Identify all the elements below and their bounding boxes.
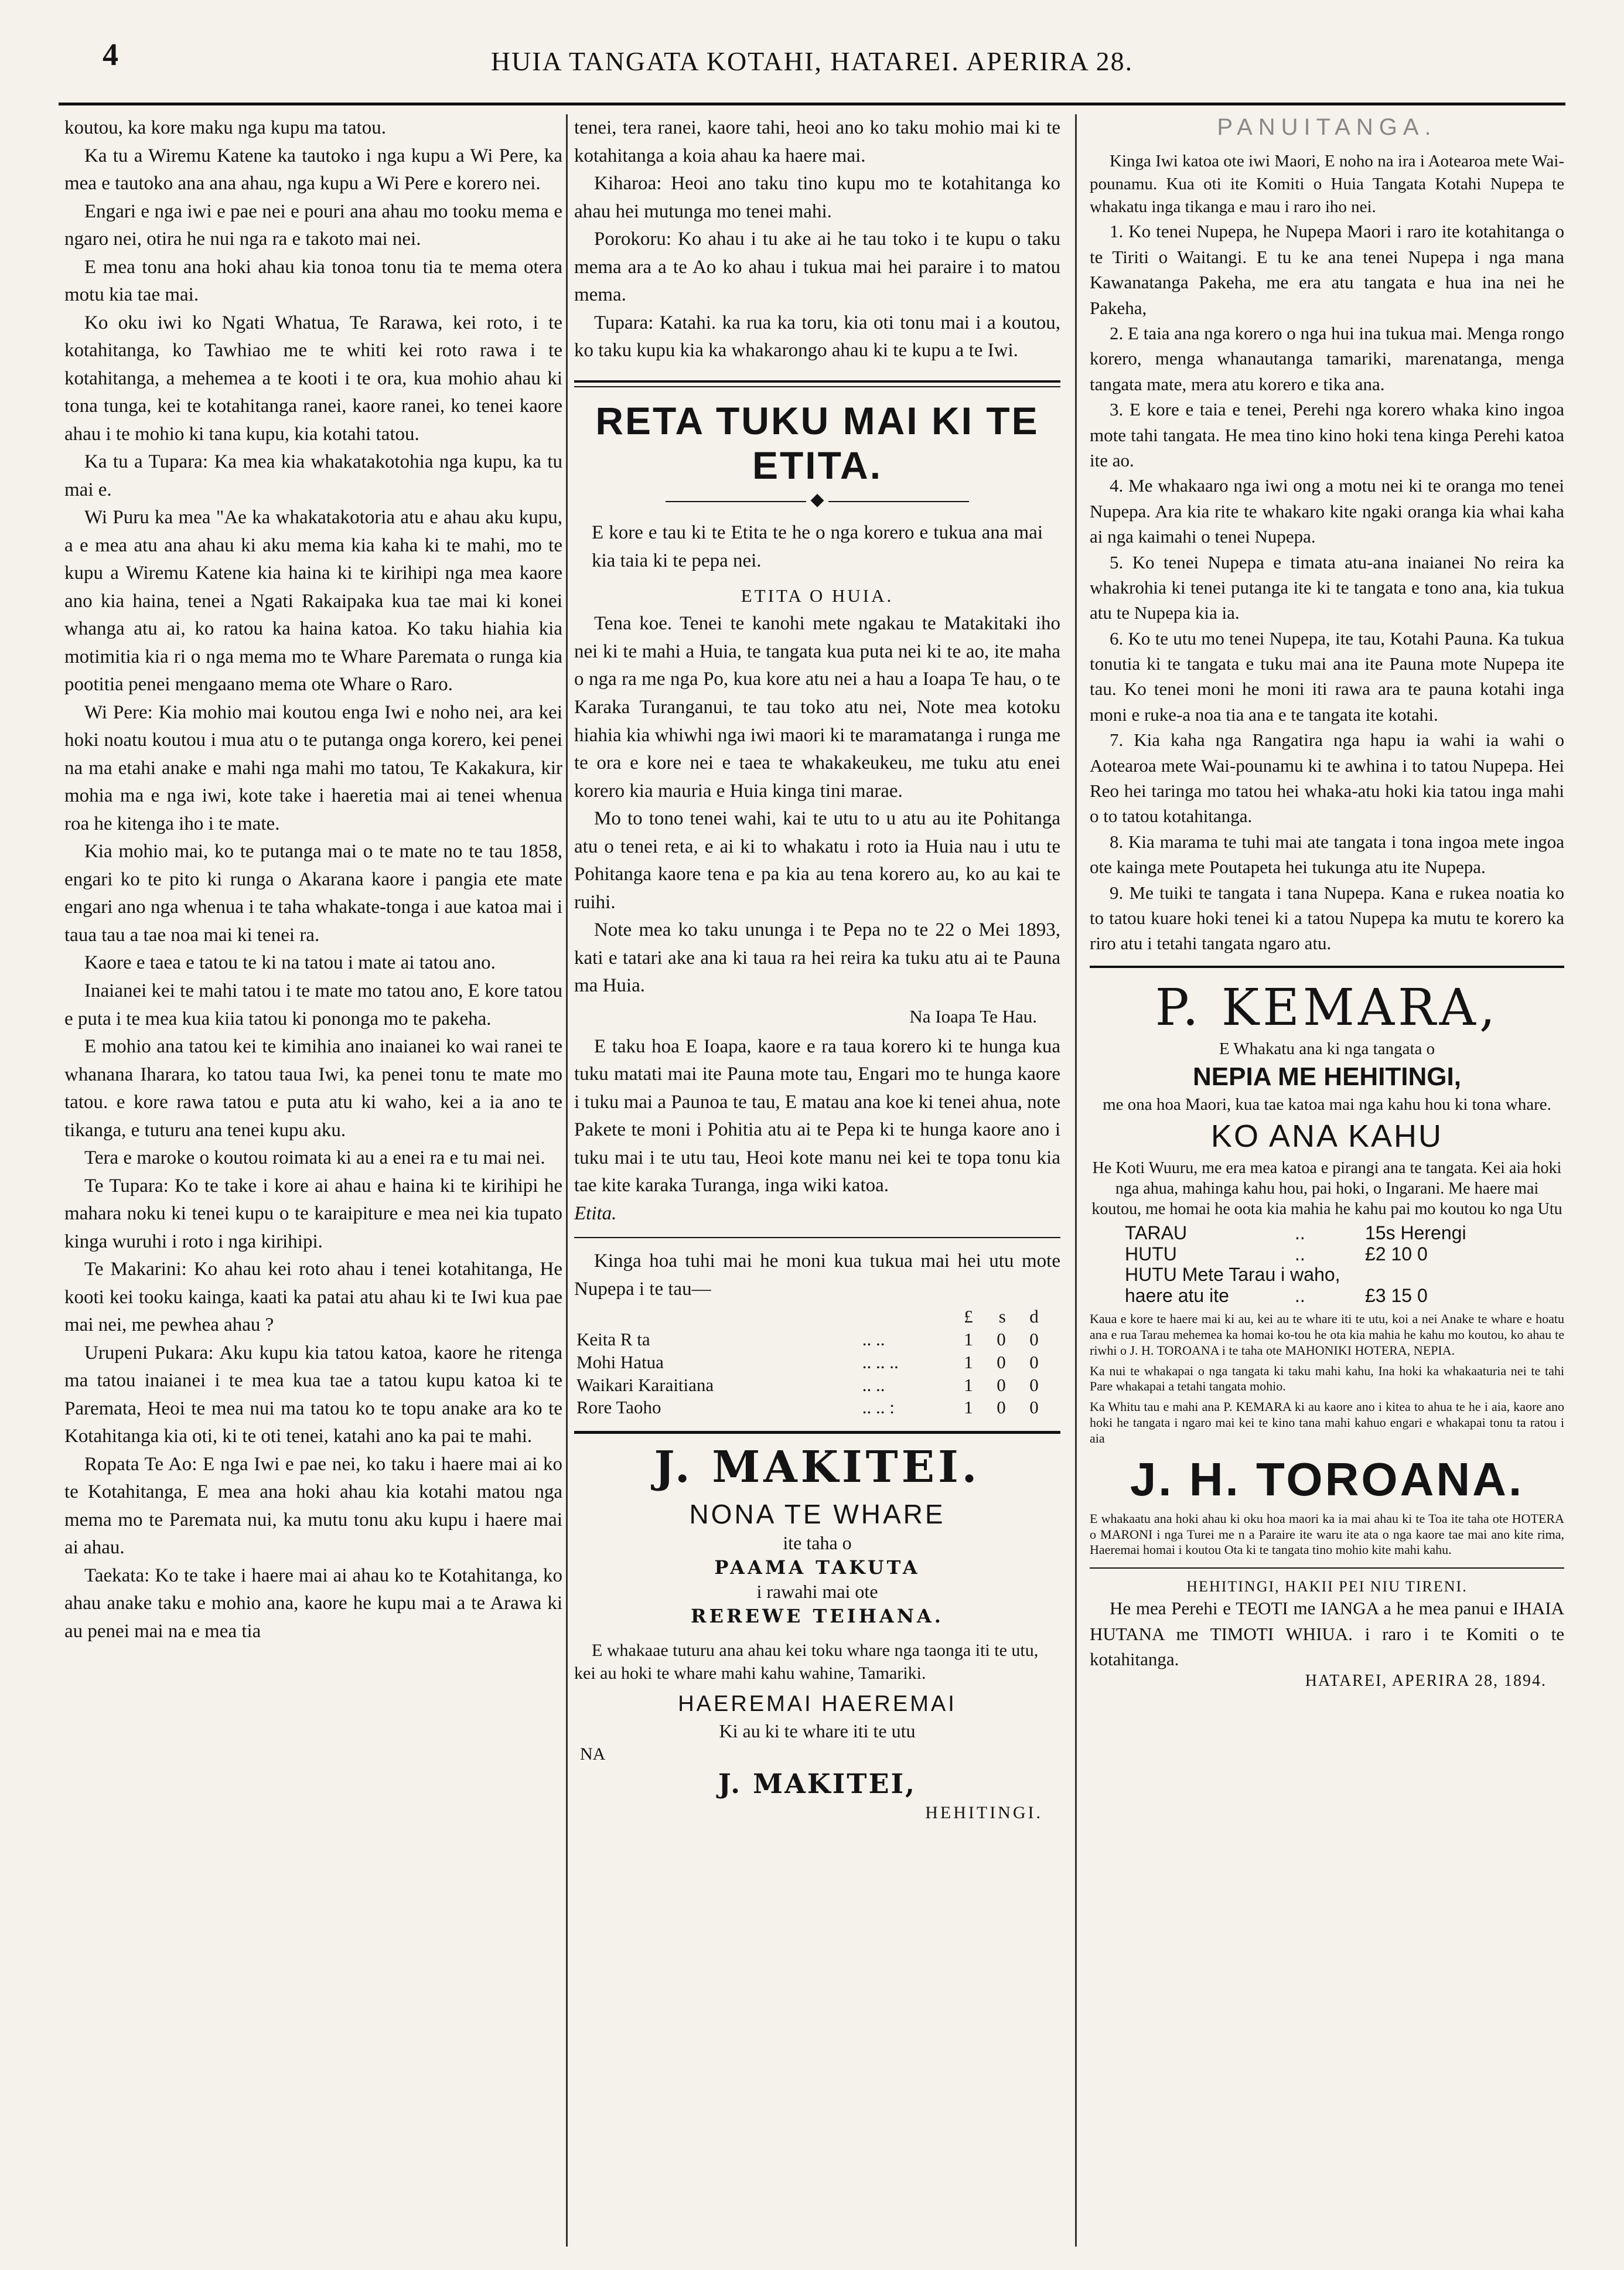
letter-heading: RETA TUKU MAI KI TE ETITA. xyxy=(595,398,1039,487)
amount-pence: 0 xyxy=(1029,1397,1039,1418)
ad-line: KO ANA KAHU xyxy=(1210,1118,1444,1154)
kemara-advert xyxy=(1090,979,1564,1558)
price-item: HUTU xyxy=(1125,1243,1177,1264)
paragraph: koutou, ka kore maku nga kupu ma tatou. xyxy=(64,117,386,138)
leader-dots: .. .. xyxy=(862,1329,885,1350)
ad-line: NONA TE WHARE xyxy=(689,1499,946,1530)
column-1 xyxy=(64,114,562,2247)
page-number: 4 xyxy=(103,37,118,72)
ad-line: REREWE TEIHANA. xyxy=(691,1605,944,1628)
masthead-title: HUIA TANGATA KOTAHI, HATAREI. APERIRA 28. xyxy=(490,46,1134,76)
price-row xyxy=(1090,1264,1564,1286)
ad-line: PAAMA TAKUTA xyxy=(714,1556,920,1579)
notice-lead: Kinga Iwi katoa ote iwi Maori, E noho na ira i Aotearoa mete Wai-pounamu. Kua oti ite Komiti o Huia Tangata Kotahi Nupepa te whakatu inga tikanga e mau i raro iho nei. xyxy=(1090,152,1564,217)
ad-line: i rawahi mai ote xyxy=(756,1581,878,1603)
section-rule xyxy=(574,1237,1060,1238)
notice-item: 9. Me tuiki te tangata i tana Nupepa. Kana e rukea noatia ko to tatou kuare hoki tenei ki a tatou Nupepa ka mutu te korero ka riro atu i tetahi tangata ngaro atu. xyxy=(1090,882,1564,954)
notice-item: 8. Kia marama te tuhi mai ate tangata i tona ingoa mete ingoa ote kainga mete Poutapeta hei tukunga atu ite Nupepa. xyxy=(1090,831,1564,878)
ad-small-print: Ka nui te whakapai o nga tangata ki taku mahi kahu, Ina hoki ka whakaaturia nei te tahi Pare whakapai a tetahi tangata mohio. xyxy=(1090,1363,1564,1394)
advertiser-name: P. KEMARA, xyxy=(1155,978,1499,1037)
paragraph: E mea tonu ana hoki ahau kia tonoa tonu tia te mema otera motu kia tae mai. xyxy=(64,256,562,306)
ad-line: NEPIA ME HEHITINGI, xyxy=(1193,1062,1461,1091)
paragraph: E mohio ana tatou kei te kimihia ano inaianei ko wai ranei te whanana Iharara, ko tatou taua Iwi, ka penei tonu te mate mo tatou. e kore rawa tatou e puta atu ki waho, kei a ia ano te tikanga, e tuturu ana tenei kupu aku. xyxy=(64,1036,562,1141)
imprint-heading: HEHITINGI, HAKII PEI NIU TIRENI. xyxy=(1186,1578,1468,1596)
price-item: TARAU xyxy=(1125,1222,1188,1243)
ad-small-print: Kaua e kore te haere mai ki au, kei au te whare iti te utu, koi a nei Anake te whare e hoatu ana e rua Tarau mehemea ka homai ko-tou he ota kia mahia he kahu mo koutou, ko ahau te riwhi o J. H. TOROANA i te taha ote MAHONIKI HOTERA, NEPIA. xyxy=(1090,1311,1564,1358)
ad-small-print: Ka Whitu tau e mahi ana P. KEMARA ki au kaore ano i kitea to ahua te he i aia, kaore ano hoki he tangata i ngaro mai kei te kino tana mahi kahuo engari e whakapai tonu ta ratou i aia xyxy=(1090,1399,1564,1446)
section-rule xyxy=(1090,966,1564,968)
paragraph: Tera e maroke o koutou roimata ki au a enei ra e tu mai nei. xyxy=(84,1147,545,1169)
ad-signature: J. MAKITEI, xyxy=(718,1768,917,1800)
notice-item: 4. Me whakaaro nga iwi ong a motu nei ki te oranga mo tenei Nupepa. Ara kia rite te whakaro kite ngaki oranga kia whai kaha ai nga kaimahi o tenei Nupepa. xyxy=(1090,475,1564,547)
paragraph: Ropata Te Ao: E nga Iwi e pae nei, ko taku i haere mai ai ko te Kotahitanga, E mea ana hoki ahau kia kotahi matou nga mema mo te Paremata nui, ka mutu tonu aku kupu i haere mai ai ahau. xyxy=(64,1453,562,1559)
paragraph: Kia mohio mai, ko te putanga mai o te mate no te tau 1858, engari ko te pito ki runga o Akarana kaore i pangia ete mate engari ano nga whenua i te taha whakate-tonga i aue katoa mai i taua tau a tae noa mai ki tenei ra. xyxy=(64,841,562,946)
paragraph: tenei, tera ranei, kaore tahi, heoi ano ko taku mohio mai ki te kotahitanga a koia ahau ka haere mai. xyxy=(574,117,1060,166)
paragraph: Engari e nga iwi e pae nei e pouri ana ahau mo tooku mema e ngaro nei, otira he nui nga ra e takoto mai nei. xyxy=(64,200,562,250)
paragraph: Te Makarini: Ko ahau kei roto ahau i tenei kotahitanga, He kooti kei tooku kainga, kaati ka patai atu ahau ki te Iwi kua pae mai nei, me pewhea ahau ? xyxy=(64,1259,562,1336)
paragraph: Wi Puru ka mea "Ae ka whakatakotoria atu e ahau aku kupu, a e mea atu ana ahau ki aku mema kia kaha ki te mahi, mo te kupu a Wiremu Katene kia haina ki te kirihipi nga mea kaore ano kia haina, tenei a Ngati Rakaipaka kua tae mai ki konei whanga atu ai, ko ratou ka haina katoa. Ko taku hiahia kia motimitia kia ri o nga mema mo te Whare Paremata o runga kia pootitia penei mengaano mema ote Whare o Raro. xyxy=(64,507,562,696)
donors-table xyxy=(574,1306,1041,1419)
ad-line: E Whakatu ana ki nga tangata o xyxy=(1219,1039,1435,1058)
ad-line: ite taha o xyxy=(783,1532,852,1554)
leader-dots: .. xyxy=(1295,1243,1305,1264)
paragraph: Urupeni Pukara: Aku kupu kia tatou katoa, kaore he ritenga ma tatou inaianei i te mea kua tae a tatou kupu katoa ki te Paremata, Heoi te mea nui ma tatou ko te topu anake ara ko te Kotahitanga kia oti, ki te oti tenei, katahi ano ka pai te mahi. xyxy=(64,1342,562,1447)
advertiser-name: J. MAKITEI. xyxy=(654,1442,981,1493)
currency-head: d xyxy=(1029,1306,1039,1327)
leader-dots: .. .. .. xyxy=(862,1351,899,1372)
paragraph: Kaore e taea e tatou te ki na tatou i mate ai tatou ano. xyxy=(84,952,496,974)
ad-line: Ki au ki te whare iti te utu xyxy=(719,1720,916,1742)
price-item: HUTU Mete Tarau i waho, xyxy=(1125,1264,1340,1286)
paragraph: Tena koe. Tenei te kanohi mete ngakau te Matakitaki iho nei ki te mahi a Huia, te tangata kua puta nei ki te ao, ite maha o nga ra me nga Po, kua kore atu nei a hau a Ioapa Te hau, o te Karaka Turanganui, te tau toko atu nei, Note mea kotoku hiahia kia whiwhi nga iwi maori ki te maramatanga i runga me te ora e kore nei e taea te whakakeukeu, me tuku atu enei korero kia mauria e Huia kinga tini marae. xyxy=(574,613,1060,802)
donors-intro: Kinga hoa tuhi mai he moni kua tukua mai hei utu mote Nupepa i te tau— xyxy=(574,1250,1060,1300)
ad-welcome: HAEREMAI HAEREMAI xyxy=(678,1692,957,1717)
header-rule xyxy=(59,103,1565,105)
editor-reply: E taku hoa E Ioapa, kaore e ra taua korero ki te hunga kua tuku matati mai ite Pauna mote tau, Engari mo te hunga kaore i tuku mai a Paunoa te tau, E matau ana koe ki tenei ahua, note Pakete te moni i Pohitia atu ai te Pepa ki te hunga kaore ano i tuku mai i te utu tau, Heoi kote manu nei kei te topa tonu kia tae kite karaka Turanga, inga wiki katoa. xyxy=(574,1035,1060,1197)
ad-town: HEHITINGI. xyxy=(925,1803,1043,1823)
table-row xyxy=(574,1374,1041,1397)
leader-dots: .. .. xyxy=(862,1374,885,1395)
paragraph: Note mea ko taku ununga i te Pepa no te 22 o Mei 1893, kati e tatari ake ana ki taua ra hei reira ka tuku atu ai te Pauna ma Huia. xyxy=(574,919,1060,997)
paragraph: Tupara: Katahi. ka rua ka toru, kia oti tonu mai i a koutou, ko taku kupu kia ka whakarongo ahau ki te kupu a te Iwi. xyxy=(574,312,1060,362)
ad-body: E whakaae tuturu ana ahau kei toku whare nga taonga iti te utu, kei au hoki te whare mahi kahu wahine, Tamariki. xyxy=(574,1641,1039,1683)
notice-item: 3. E kore e taia e tenei, Perehi nga korero whaka kino ingoa mote tahi tangata. He mea tino kino hoki tena kinga Perehi katoa ite ao. xyxy=(1090,399,1564,471)
donor-name: Rore Taoho xyxy=(576,1397,661,1418)
paragraph: Mo to tono tenei wahi, kai te utu to u atu au ite Pohitanga atu o tenei reta, e ai ki to whakatu i roto ia Huia nau i utu te Pohitanga kaore tena e pa kia au tena korero au, ko au kai te ruihi. xyxy=(574,808,1060,913)
table-row xyxy=(574,1328,1041,1351)
ad-body: He Koti Wuuru, me era mea katoa e pirangi ana te tangata. Kei aia hoki nga ahua, mahinga kahu hou, pai hoki, o Ingarani. Me haere mai koutou, me homai he oota kia mahia he kahu pai mo koutou ko nga Utu xyxy=(1091,1158,1562,1218)
amount-shillings: 0 xyxy=(997,1374,1006,1395)
column-2 xyxy=(574,114,1060,2247)
notice-item: 2. E taia ana nga korero o nga hui ina tukua mai. Menga rongo korero, menga whanautanga tamariki, marenatanga, menga tangata mate, mera atu korero e tika ana. xyxy=(1090,322,1564,394)
amount-pounds: 1 xyxy=(964,1351,973,1372)
amount-shillings: 0 xyxy=(997,1397,1006,1418)
makitei-advert xyxy=(574,1431,1060,1823)
diamond-divider: ◆ xyxy=(574,491,1060,509)
notice-item: 7. Kia kaha nga Rangatira nga hapu ia wahi ia wahi o Aotearoa mete Wai-pounamu ki te awhina i to tatou Nupepa. Hei Reo hei taringa mo tatou hei whaka-atu hoki kia tatou inga mahi o to tatou kotahitanga. xyxy=(1090,730,1564,827)
notice-item: 6. Ko te utu mo tenei Nupepa, ite tau, Kotahi Pauna. Ka tukua tonutia ki te tangata e tuku mai ana ite Pauna mote Nupepa ite tau. Ko tenei moni he moni iti rawa ara te pauna kotahi inga moni e ruke-a noa tia ana e te tangata ite kotahi. xyxy=(1090,628,1564,725)
paragraph: Ka tu a Tupara: Ka mea kia whakatakotohia nga kupu, ka tu mai e. xyxy=(64,451,562,500)
amount-pounds: 1 xyxy=(964,1374,973,1395)
price-row xyxy=(1090,1244,1564,1265)
donor-name: Waikari Karaitiana xyxy=(576,1374,714,1395)
price-value: £2 10 0 xyxy=(1365,1243,1428,1264)
currency-head: s xyxy=(998,1306,1006,1327)
column-3 xyxy=(1090,114,1564,2247)
paragraph: Wi Pere: Kia mohio mai koutou enga Iwi e noho nei, ara kei hoki noatu koutou i mua atu o te putanga onga korero, kei penei na ma etahi anake e mahi nga mahi mo tatou, Te Kakakura, kir mohia ma e nga iwi, kote take i haeretia mai ai tenei whenua roa he kitenga iho i te mate. xyxy=(64,701,562,834)
column-divider xyxy=(566,114,568,2247)
currency-head: £ xyxy=(964,1306,973,1327)
amount-pence: 0 xyxy=(1029,1374,1039,1395)
notice-item: 5. Ko tenei Nupepa e timata atu-ana inaianei No reira ka whakrohia ki tenei putanga ite ki te tangata e tono ana, kia tukua atu te Nupepa kia ia. xyxy=(1090,551,1564,623)
paragraph: Ka tu a Wiremu Katene ka tautoko i nga kupu a Wi Pere, ka mea e tautoko ana ana ahau, nga kupu a Wi Pere e korero nei. xyxy=(64,145,562,195)
ad-na: NA xyxy=(580,1744,606,1764)
donor-name: Keita R ta xyxy=(576,1329,650,1350)
toroana-name: J. H. TOROANA. xyxy=(1130,1453,1524,1505)
price-row xyxy=(1090,1223,1564,1244)
ad-small-print: E whakaatu ana hoki ahau ki oku hoa maori ka ia mai ahau ki te Toa ite taha ote HOTERA o MARONI i nga Turei me n a Paraire ite waru ite ata o nga kaore tae mai ano kite rima, Haeremai homai i koutou Ota ki te tangata tino mohio kite mahi kahu. xyxy=(1090,1511,1564,1557)
amount-shillings: 0 xyxy=(997,1351,1006,1372)
notice-item: 1. Ko tenei Nupepa, he Nupepa Maori i raro ite kotahitanga o te Tiriti o Waitangi. E tu ke ana tenei Nupepa i nga mana Kawanatanga Pakeha, me era atu tangata e hua ina nei he Pakeha, xyxy=(1090,221,1564,318)
letter-intro: E kore e tau ki te Etita te he o nga korero e tukua ana mai kia taia ki te pepa nei. xyxy=(592,522,1043,571)
price-row xyxy=(1090,1286,1564,1307)
section-rule xyxy=(574,380,1060,387)
column-divider xyxy=(1075,114,1077,2247)
ad-line: me ona hoa Maori, kua tae katoa mai nga kahu hou ki tona whare. xyxy=(1103,1095,1551,1114)
notice-title: PANUITANGA. xyxy=(1217,114,1437,140)
leader-dots: .. xyxy=(1295,1222,1305,1243)
amount-pence: 0 xyxy=(1029,1351,1039,1372)
leader-dots: .. xyxy=(1295,1285,1305,1307)
paragraph: Taekata: Ko te take i haere mai ai ahau ko te Kotahitanga, ko ahau anake taku e mohio ana, kaore he kupu mai a te Arawa ki au penei mai na e mea tia xyxy=(64,1565,562,1642)
paragraph: Ko oku iwi ko Ngati Whatua, Te Rarawa, kei roto, i te kotahitanga, ko Tawhiao me te whiti kei roto rawa i te kotahitanga, a mehemea a te kooti i te ora, kua mohio ahau ki tona tunga, kei te kotahitanga ranei, kaore ranei, ko tenei kaore ahau i te mohio ki tana kupu, kia kotahi tatou. xyxy=(64,312,562,445)
amount-pence: 0 xyxy=(1029,1329,1039,1350)
editor-sign: Etita. xyxy=(574,1202,617,1224)
paragraph: Porokoru: Ko ahau i tu ake ai he tau toko i te kupu o taku mema ara a te Ao ko ahau i tukua mai hei paraire i to matou mema. xyxy=(574,229,1060,306)
section-rule xyxy=(1090,1567,1564,1569)
paragraph: Inaianei kei te mahi tatou i te mate mo tatou ano, E kore tatou e puta i te mea kua kiia tatou ki pononga mo te pakeha. xyxy=(64,980,562,1030)
paragraph: Kiharoa: Heoi ano taku tino kupu mo te kotahitanga ko ahau hei mutunga mo tenei mahi. xyxy=(574,173,1060,222)
donor-name: Mohi Hatua xyxy=(576,1351,664,1372)
amount-pounds: 1 xyxy=(964,1397,973,1418)
amount-pounds: 1 xyxy=(964,1329,973,1350)
letter-signature: Na Ioapa Te Hau. xyxy=(909,1006,1037,1027)
imprint-date: HATAREI, APERIRA 28, 1894. xyxy=(1305,1672,1547,1690)
imprint-body: He mea Perehi e TEOTI me IANGA a he mea panui e IHAIA HUTANA me TIMOTI WHIUA. i raro i te Komiti o te kotahitanga. xyxy=(1090,1598,1564,1669)
price-value: 15s Herengi xyxy=(1365,1222,1466,1243)
table-row xyxy=(574,1396,1041,1419)
price-value: £3 15 0 xyxy=(1365,1285,1428,1307)
leader-dots: .. .. : xyxy=(862,1397,895,1418)
letter-salutation: ETITA O HUIA. xyxy=(741,585,894,606)
price-item: haere atu ite xyxy=(1125,1285,1229,1307)
table-row xyxy=(574,1351,1041,1374)
amount-shillings: 0 xyxy=(997,1329,1006,1350)
paragraph: Te Tupara: Ko te take i kore ai ahau e haina ki te kirihipi he mahara noku ki tenei kupu o te karaipiture e mea nei kia tupato kinga wuruhi i roto i nga kirihipi. xyxy=(64,1175,562,1252)
